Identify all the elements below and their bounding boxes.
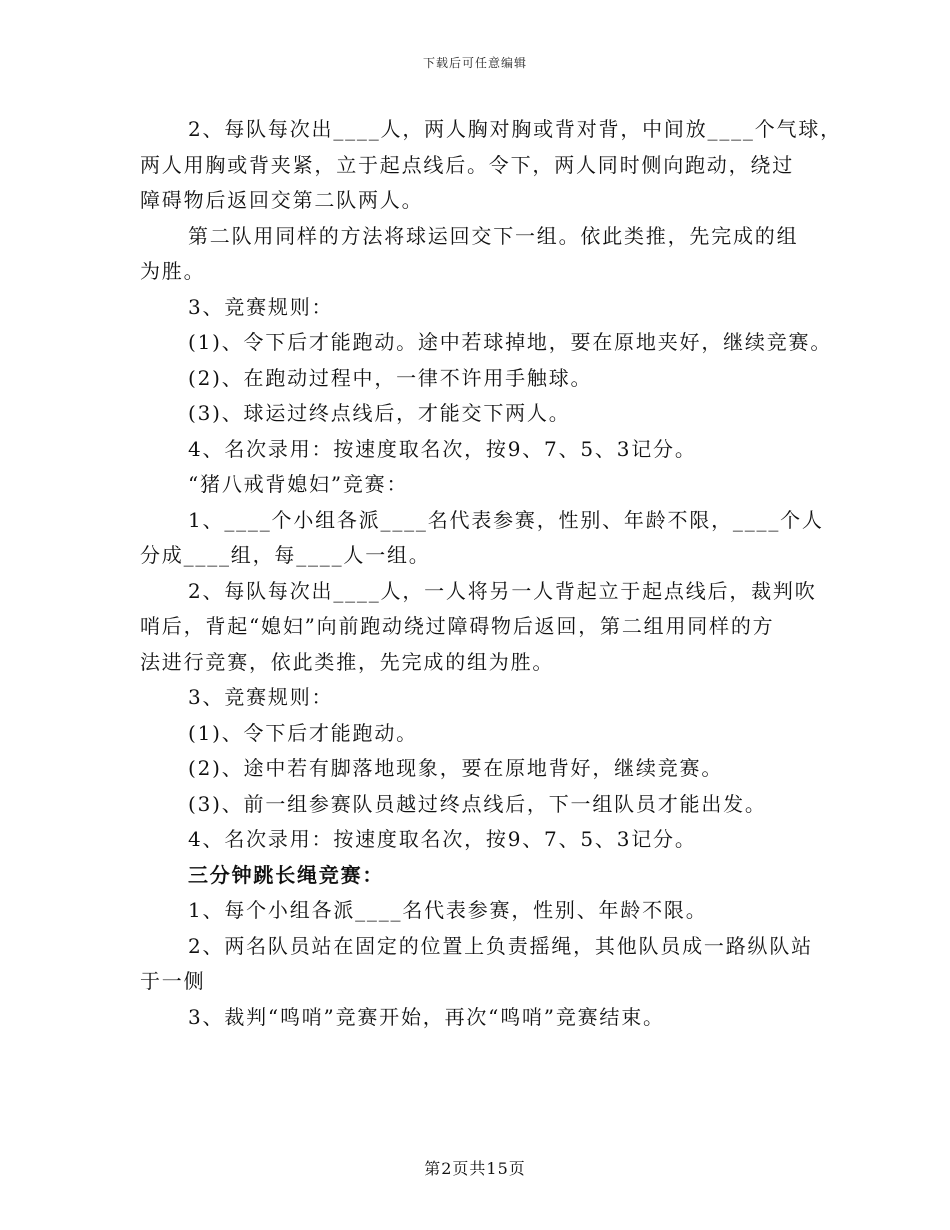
paragraph-line: (2)、在跑动过程中，一律不许用手触球。 [188, 365, 593, 390]
paragraph-line: (2)、途中若有脚落地现象，要在原地背好，继续竞赛。 [188, 756, 724, 780]
paragraph-line: 3、裁判“鸣哨”竞赛开始，再次“鸣哨”竞赛结束。 [188, 1004, 665, 1029]
paragraph-line: 法进行竞赛，依此类推，先完成的组为胜。 [140, 649, 555, 674]
paragraph-line: 2、每队每次出____人，两人胸对胸或背对背，中间放____个气球， [188, 117, 842, 141]
paragraph-line: (3)、前一组参赛队员越过终点线后，下一组队员才能出发。 [188, 791, 767, 816]
paragraph-line: 2、两名队员站在固定的位置上负责摇绳，其他队员成一路纵队站 [188, 933, 813, 958]
paragraph-line: 4、名次录用：按速度取名次，按9、7、5、3记分。 [188, 827, 697, 851]
paragraph-line: 为胜。 [140, 259, 206, 283]
paragraph-line: 分成____组，每____人一组。 [140, 543, 431, 567]
paragraph-line: 1、____个小组各派____名代表参赛，性别、年龄不限，____个人 [188, 507, 824, 532]
paragraph-line: (1)、令下后才能跑动。 [188, 720, 418, 745]
paragraph-line: 两人用胸或背夹紧，立于起点线后。令下，两人同时侧向跑动，绕过 [140, 152, 794, 177]
paragraph-line: 哨后，背起“媳妇”向前跑动绕过障碍物后返回，第二组用同样的方 [140, 614, 775, 638]
paragraph-line: 3、竞赛规则： [188, 294, 334, 319]
section-heading-bold: 三分钟跳长绳竞赛： [188, 862, 385, 887]
page-footer: 第2页共15页 [424, 1159, 526, 1178]
section-heading: “猪八戒背媳妇”竞赛： [188, 472, 409, 496]
paragraph-line: 障碍物后返回交第二队两人。 [140, 188, 424, 212]
paragraph-line: (1)、令下后才能跑动。途中若球掉地，要在原地夹好，继续竞赛。 [188, 330, 833, 354]
paragraph-line: 于一侧 [140, 969, 206, 993]
paragraph-line: 1、每个小组各派____名代表参赛，性别、年龄不限。 [188, 898, 708, 922]
paragraph-line: 4、名次录用：按速度取名次，按9、7、5、3记分。 [188, 436, 697, 461]
paragraph-line: (3)、球运过终点线后，才能交下两人。 [188, 401, 571, 425]
document-body [140, 112, 840, 1035]
paragraph-line: 第二队用同样的方法将球运回交下一组。依此类推，先完成的组 [188, 223, 799, 248]
paragraph-line: 3、竞赛规则： [188, 685, 334, 709]
page-header: 下载后可任意编辑 [422, 56, 527, 70]
paragraph-line: 2、每队每次出____人，一人将另一人背起立于起点线后，裁判吹 [188, 578, 817, 603]
